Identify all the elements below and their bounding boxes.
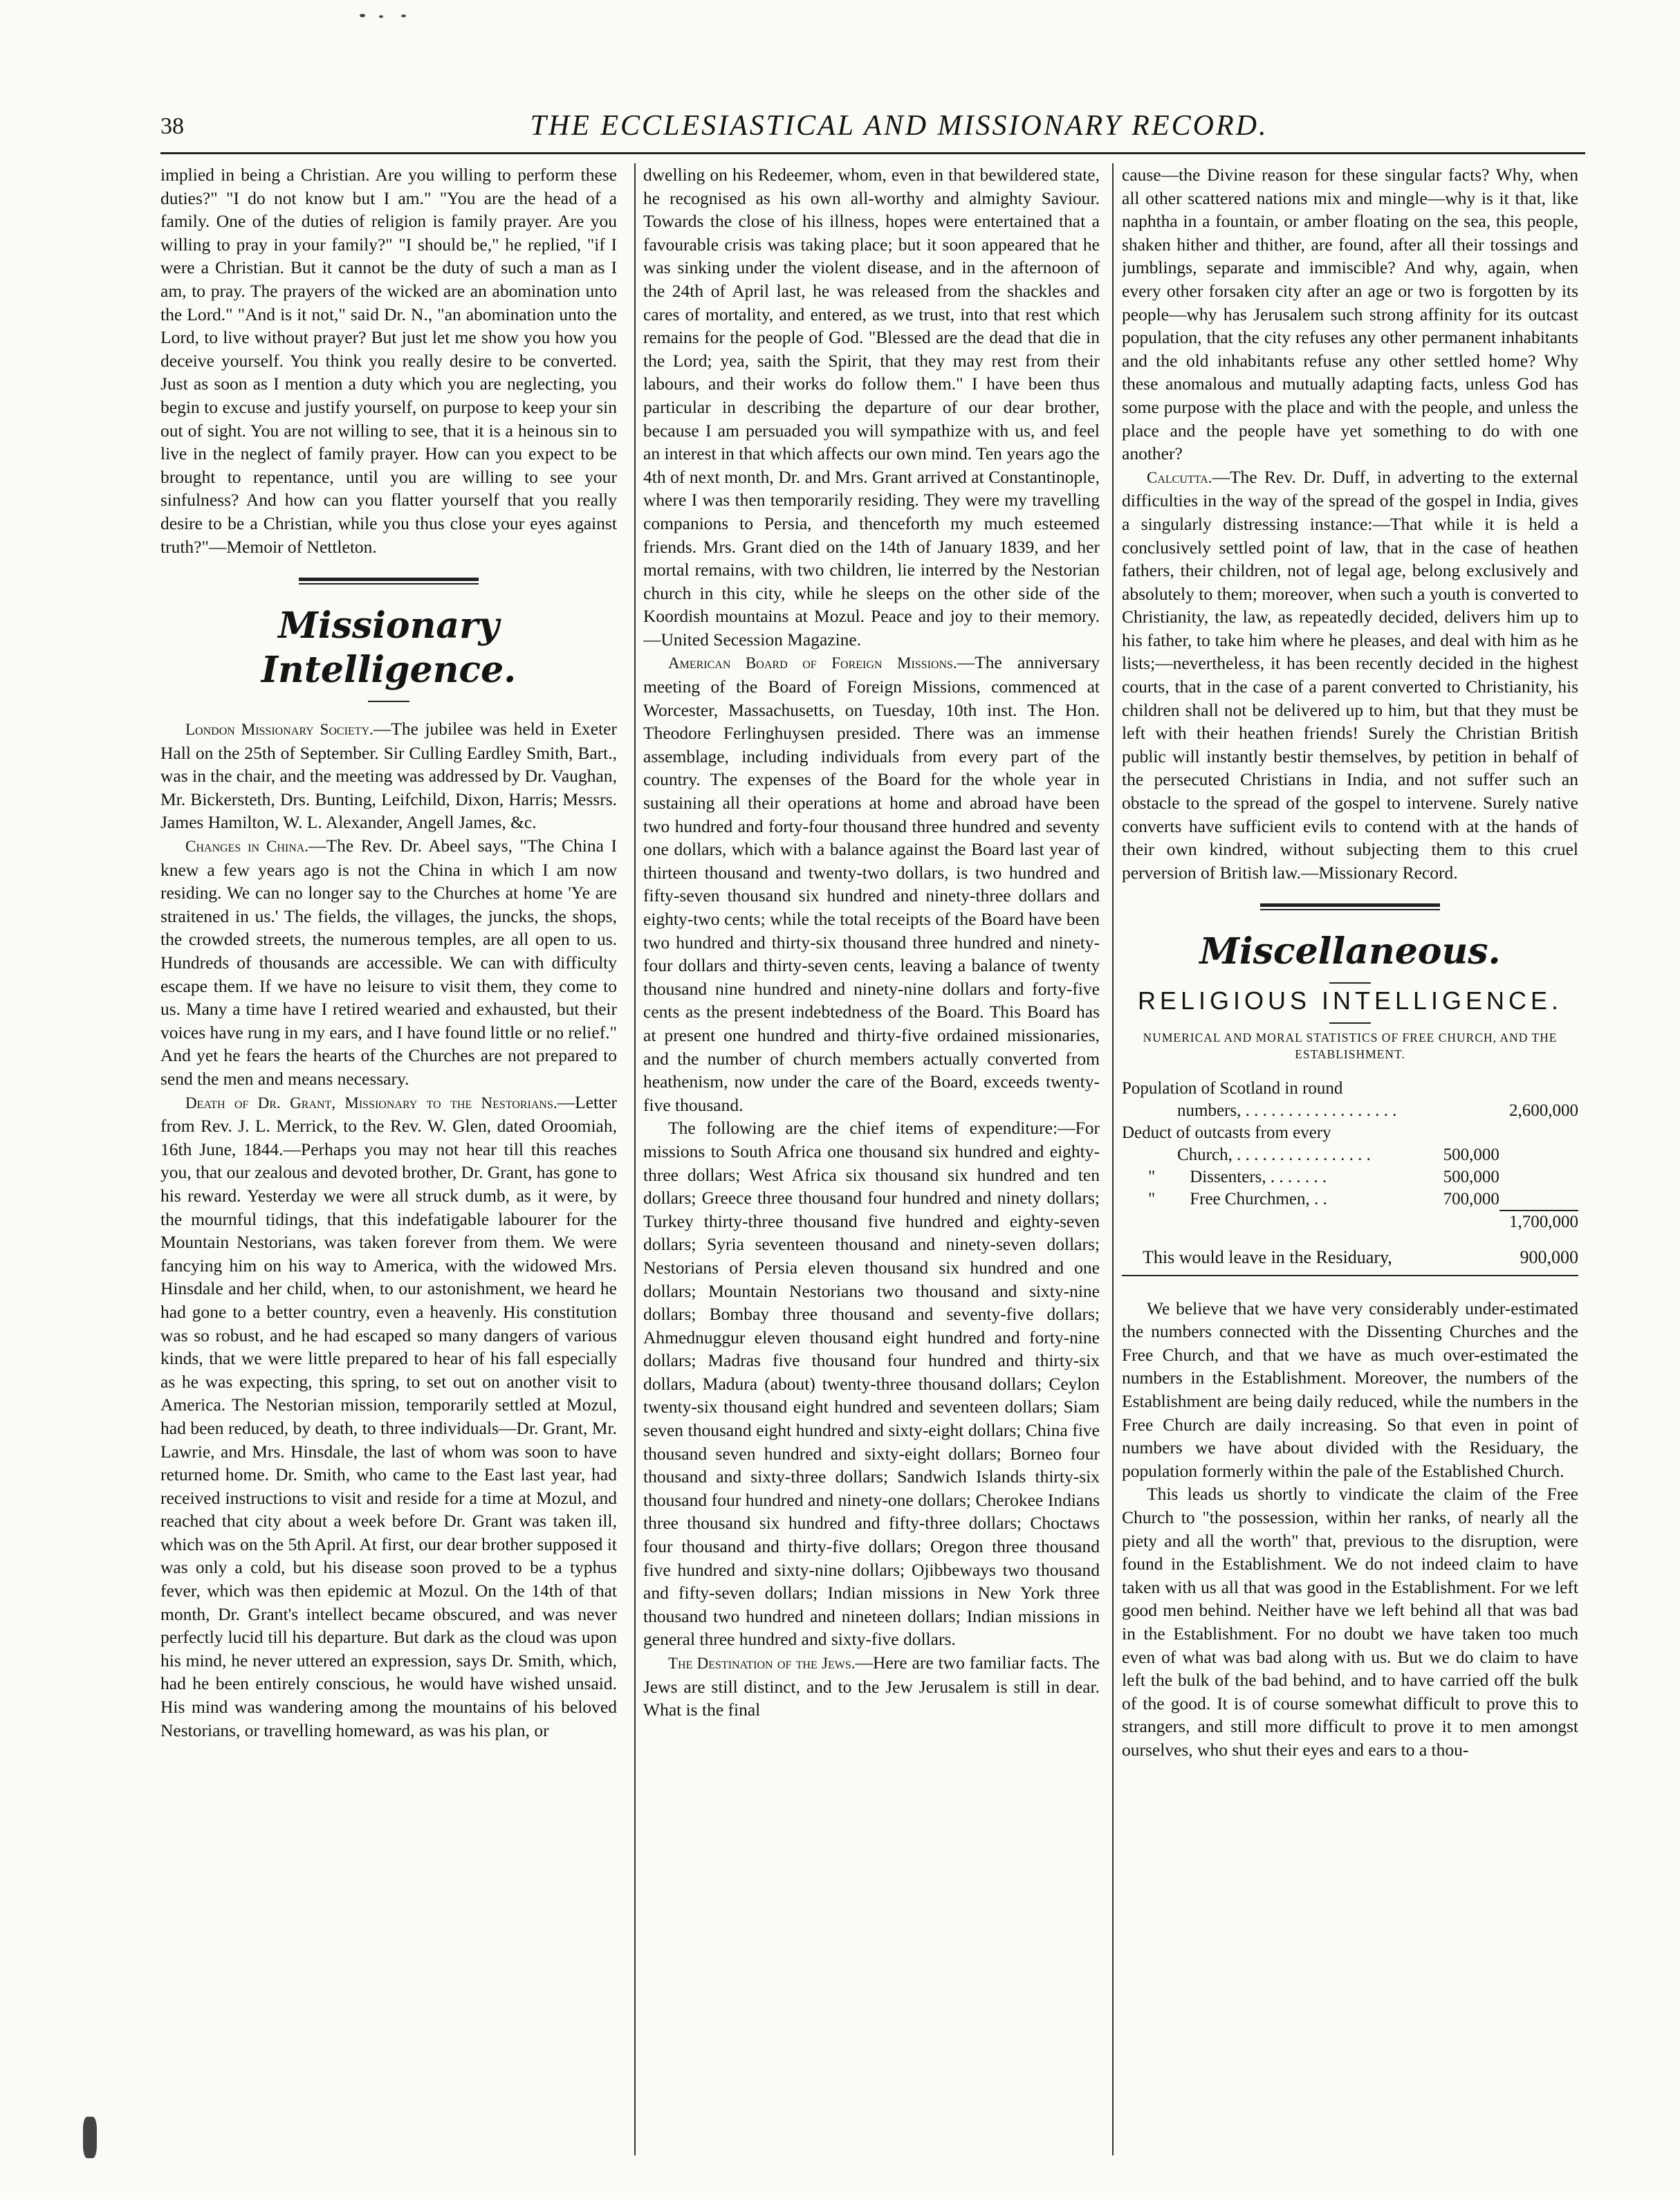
table-cell: 2,600,000	[1509, 1101, 1578, 1120]
article-american-board	[643, 651, 1100, 1116]
double-rule	[1260, 903, 1440, 910]
free-churchmen-label: Free Churchmen, . .	[1190, 1190, 1327, 1208]
article-lead: Changes in China.	[185, 838, 309, 856]
article-text: —The anniversary meeting of the Board of Foreign Missions, commenced at Worcester, Massachusetts, on Tuesday, 10th inst. The Hon. Theodore Ferlinghuysen presided. There was an immense assemblage, including individuals from every part of the country. The expenses of the Board for the whole year in sustaining all their operations at home and abroad have been two hundred and forty-four thousand three hundred and seventy one dollars, which with a balance against the Board last year of thirteen thousand and twenty-two dollars, is two hundred and fifty-seven thousand six hundred and ninety-three dollars and eighty-two cents; while the total receipts of the Board have been two hundred and thirty-six thousand three hundred and ninety-four dollars and thirty-seven cents, leaving a balance of twenty thousand nine hundred and ninety-nine dollars and forty-five cents as the present indebtedness of the Board. This Board has at present one hundred and thirty-five ordained missionaries, and the number of church members actually converted from heathenism, now under the care of the Board, exceeds twenty-five thousand.	[643, 652, 1100, 1115]
article-text: —Here are two familiar facts. The Jews are still distinct, and to the Jew Jerusalem is still in dear. What is the final	[643, 1653, 1100, 1720]
short-rule	[368, 701, 409, 702]
table-row	[1122, 1122, 1578, 1144]
print-fleck	[401, 15, 406, 17]
table-cell: 500,000	[1443, 1168, 1499, 1186]
ditto-mark: "	[1148, 1168, 1156, 1186]
table-cell: Population of Scotland in round	[1122, 1079, 1343, 1098]
paragraph: We believe that we have very considerably under-estimated the numbers connected with the Dissenting Churches and the Free Church, and that we have as much over-estimated the numbers in the Establishment. Moreover, the numbers of the Establishment are being daily reduced, while the numbers in the Free Church are daily increasing. So that even in point of numbers we have about divided with the Residuary, the population formerly within the pale of the Established Church.	[1122, 1298, 1578, 1481]
table-row	[1122, 1211, 1578, 1233]
column-1	[160, 163, 617, 2155]
statistics-table	[1122, 1078, 1578, 1233]
table-cell	[1122, 1188, 1435, 1211]
section-heading: Missionary Intelligence.	[261, 605, 517, 692]
table-row	[1122, 1078, 1578, 1100]
column-divider	[634, 163, 636, 2155]
residuary-label: This would leave in the Residuary,	[1143, 1247, 1392, 1267]
column-divider	[1112, 163, 1114, 2155]
article-destination-of-jews	[643, 1651, 1100, 1722]
residuary-value: 900,000	[1520, 1247, 1578, 1267]
article-text: —The Rev. Dr. Duff, in adverting to the external difficulties in the way of the spread of the gospel in India, gives a singularly distressing instance:—That while it is held a conclusively settled point of law, that in the case of heathen fathers, their children, not of legal age, belong exclusively and absolutely to them; moreover, when such a youth is converted to Christianity, the law, as repeatedly decided, delivers him up to his father, to take him where he pleases, and deal with him as he lists;—nevertheless, it has been recently decided in the highest courts, that in the case of a parent converted to Christianity, his children shall not be delivered up to him, but that they must be left with their heathen friends! Surely the Christian British public will instantly bestir themselves, by petition in behalf of the persecuted Christians in India, and not suffer such an obstacle to the spread of the gospel to intervene. Surely native converts have sufficient evils to contend with at the hands of their own kindred, without subjecting them to this cruel perversion of British law.—Missionary Record.	[1122, 466, 1578, 883]
article-death-of-dr-grant	[160, 1091, 617, 1742]
paragraph: dwelling on his Redeemer, whom, even in that bewildered state, he recognised as his own all-worthy and almighty Saviour. Towards the close of his illness, hopes were entertained that a favourable crisis was taking place; but it soon appeared that he was sinking under the violent disease, and in the afternoon of the 24th of April last, he was released from the shackles and cares of mortality, and entered, as we trust, into that rest which remains for the people of God. "Blessed are the dead that die in the Lord; yea, saith the Spirit, that they may rest from their labours, and their works do follow them." I have been thus particular in describing the departure of our dear brother, because I am persuaded you will sympathize with us, and feel an interest in that which affects our own mind. Ten years ago the 4th of next month, Dr. and Mrs. Grant arrived at Constantinople, where I was then temporarily residing. They were my travelling companions to Persia, and thenceforth my much esteemed friends. Mrs. Grant died on the 14th of January 1839, and her mortal remains, with two children, lie interred by the Nestorian church in this city, while he sleeps on the other side of the Koordish mountains at Mozul. Peace and joy to their memory.—United Secession Magazine.	[643, 165, 1100, 650]
article-london-missionary-society	[160, 717, 617, 834]
running-head: THE ECCLESIASTICAL AND MISSIONARY RECORD.	[530, 110, 1268, 142]
statistics-heading: NUMERICAL AND MORAL STATISTICS OF FREE CHURCH, AND THE ESTABLISHMENT.	[1143, 1031, 1558, 1061]
section-heading: Miscellaneous.	[1199, 930, 1501, 973]
article-lead: Death of Dr. Grant, Missionary to the Nestorians.	[185, 1094, 557, 1112]
table-row	[1122, 1188, 1578, 1211]
article-lead: London Missionary Society.	[185, 721, 373, 739]
column-2	[643, 163, 1100, 2155]
table-cell: 1,700,000	[1499, 1211, 1578, 1233]
table-cell: Church, . . . . . . . . . . . . . . . .	[1177, 1145, 1371, 1164]
paragraph: implied in being a Christian. Are you willing to perform these duties?" "I do not know but I am." "You are the head of a family. One of the duties of religion is family prayer. Are you willing to pray in your family?" "I should be," he replied, "if I were a Christian. But it cannot be the duty of such a man as I am, to pray. The prayers of the wicked are an abomination unto the Lord." "And is it not," said Dr. N., "an abomination unto the Lord, to live without prayer? But just let me show you how you deceive yourself. You think you really desire to be converted. Just as soon as I mention a duty which you are neglecting, you begin to excuse and justify yourself, on purpose to keep your sin out of sight. You are not willing to see, that it is a heinous sin to live in the neglect of family prayer. How can you expect to be brought to repentance, until you are willing to see your sinfulness? And how can you flatter yourself that you really desire to be a Christian, while you thus close your eyes against truth?"—Memoir of Nettleton.	[160, 165, 617, 557]
article-text: —Letter from Rev. J. L. Merrick, to the Rev. W. Glen, dated Oroomiah, 16th June, 1844.—Perhaps you may not hear till this reaches you, that our zealous and devoted brother, Dr. Grant, has gone to his reward. Yesterday we were all struck dumb, as it were, by the mournful tidings, that this indefatigable labourer for the Mountain Nestorians, was taken forever from them. We were fancying him on his way to America, with the widowed Mrs. Hinsdale and her child, when, to our astonishment, we heard he had gone to a better country, even a heavenly. His constitution was so robust, and he had escaped so many dangers of various kinds, that we were little prepared to hear of his fall especially as he was expecting, this spring, to set out on another visit to America. The Nestorian mission, temporarily settled at Mozul, had been reduced, by death, to three individuals—Dr. Grant, Mr. Lawrie, and Mrs. Hinsdale, the last of whom was soon to have returned home. Dr. Smith, who came to the East last year, had received instructions to visit and reside for a time at Mozul, and reached that city about a week before Dr. Grant was taken ill, which was on the 5th April. At first, our dear brother supposed it was only a cold, but his disease soon proved to be a typhus fever, which was then epidemic at Mozul. On the 14th of that month, Dr. Grant's intellect became obscured, and was never perfectly lucid till his departure. But dark as the cloud was upon his mind, he never uttered an expression, says Dr. Smith, which, had he been entirely conscious, he would have wished unsaid. His mind was wandering among the mountains of his beloved Nestorians, or travelling homeward, as was his plan, or	[160, 1092, 617, 1740]
table-row	[1122, 1100, 1578, 1122]
statistics-summary	[1122, 1246, 1578, 1276]
table-cell: 500,000	[1443, 1145, 1499, 1164]
page-number: 38	[160, 113, 184, 139]
paragraph: cause—the Divine reason for these singular facts? Why, when all other scattered nations mix and mingle—why is it that, like naphtha in a fountain, or amber floating on the sea, this people, shaken hither and thither, are found, after all their tossings and jumblings, separate and immiscible? And why, again, when every other forsaken city after an age or two is forgotten by its people—why has Jerusalem such strong affinity for its outcast population, that the city refuses any other permanent inhabitants and the old inhabitants refuse any other settled home? Why these anomalous and mutually adapting facts, unless God has some purpose with the place and with the people, and unless the place and the people have yet something to do with one another?	[1122, 165, 1578, 464]
print-fleck	[360, 14, 365, 17]
table-cell: Deduct of outcasts from every	[1122, 1123, 1331, 1142]
short-rule	[1329, 1022, 1371, 1024]
article-changes-in-china	[160, 834, 617, 1091]
article-lead: The Destination of the Jews.	[668, 1655, 856, 1672]
dissenters-label: Dissenters, . . . . . . .	[1190, 1168, 1327, 1186]
section-break	[1122, 903, 1578, 1062]
table-row	[1122, 1144, 1578, 1166]
article-text: —The jubilee was held in Exeter Hall on the 25th of September. Sir Culling Eardley Smith, Bart., was in the chair, and the meeting was addressed by Dr. Vaughan, Mr. Bickersteth, Drs. Bunting, Leifchild, Dixon, Harris; Messrs. James Hamilton, W. L. Alexander, Angell James, &c.	[160, 719, 617, 833]
table-cell: 700,000	[1443, 1190, 1499, 1208]
header-rule	[160, 152, 1585, 154]
table-cell	[1122, 1166, 1435, 1188]
subsection-heading: RELIGIOUS INTELLIGENCE.	[1137, 986, 1563, 1015]
table-row	[1122, 1166, 1578, 1188]
print-smudge	[83, 2117, 97, 2158]
short-rule	[1329, 982, 1371, 984]
table-cell: numbers, . . . . . . . . . . . . . . . . . .	[1177, 1101, 1397, 1120]
article-lead: American Board of Foreign Missions.	[668, 654, 957, 672]
column-3	[1122, 163, 1578, 2155]
paragraph: This leads us shortly to vindicate the claim of the Free Church to "the possession, within her ranks, of nearly all the piety and all the worth" that, previous to the disruption, were found in the Establishment. We do not indeed claim to have taken with us all that was good in the Establishment. For we left good men behind. Neither have we left behind all that was bad in the Establishment. For no doubt we have taken too much even of what was bad along with us. But we do claim to have left the bulk of the bad behind, and to have carried off the bulk of the good. It is of course somewhat difficult to prove this to strangers, and still more difficult to prove it to men amongst ourselves, who shut their eyes and ears to a thou-	[1122, 1484, 1578, 1760]
paragraph: The following are the chief items of expenditure:—For missions to South Africa one thousand six hundred and eighty-three dollars; West Africa six thousand six hundred and ten dollars; Greece three thousand four hundred and ninety dollars; Turkey thirty-three thousand five hundred and eighty-seven dollars; Syria seventeen thousand and ninety-seven dollars; Nestorians of Persia eleven thousand six hundred and one dollars; Mountain Nestorians two thousand and sixty-nine dollars; Bombay three thousand and seventy-five dollars; Ahmednuggur eleven thousand eight hundred and forty-nine dollars; Madras five thousand four hundred and thirty-six dollars, Madura (about) twenty-three thousand dollars; Ceylon twenty-six thousand eight hundred and seventeen dollars; Siam seven thousand eight hundred and sixty-eight dollars; China five thousand seven hundred and sixty-eight dollars; Borneo four thousand and sixty-three dollars; Sandwich Islands thirty-six thousand four hundred and ninety-one dollars; Cherokee Indians three thousand six hundred and fifty-three dollars; Choctaws four thousand and thirty-five dollars; Oregon three thousand five hundred and sixty-nine dollars; Ojibbeways two thousand and fifty-seven dollars; Indian missions in New York three thousand two hundred and nineteen dollars; Indian missions in general three hundred and sixty-five dollars.	[643, 1118, 1100, 1650]
article-calcutta	[1122, 466, 1578, 885]
section-break	[160, 578, 617, 702]
double-rule	[299, 578, 479, 585]
article-text: —The Rev. Dr. Abeel says, "The China I knew a few years ago is not the China in which I am now residing. We can no longer say to the Churches at home 'Ye are straitened in us.' The fields, the villages, the juncks, the shops, the crowded streets, the numerous temples, are all open to us. Hundreds of thousands are accessible. We can with difficulty escape them. If we have no leisure to visit them, they come to us. Many a time have I retired wearied and exhausted, but their voices have rung in my ears, and I have found little or no relief." And yet he fears the hearts of the Churches are not prepared to send the men and means necessary.	[160, 836, 617, 1089]
article-lead: Calcutta.	[1147, 468, 1212, 486]
ditto-mark: "	[1148, 1190, 1156, 1208]
print-fleck	[379, 15, 383, 18]
